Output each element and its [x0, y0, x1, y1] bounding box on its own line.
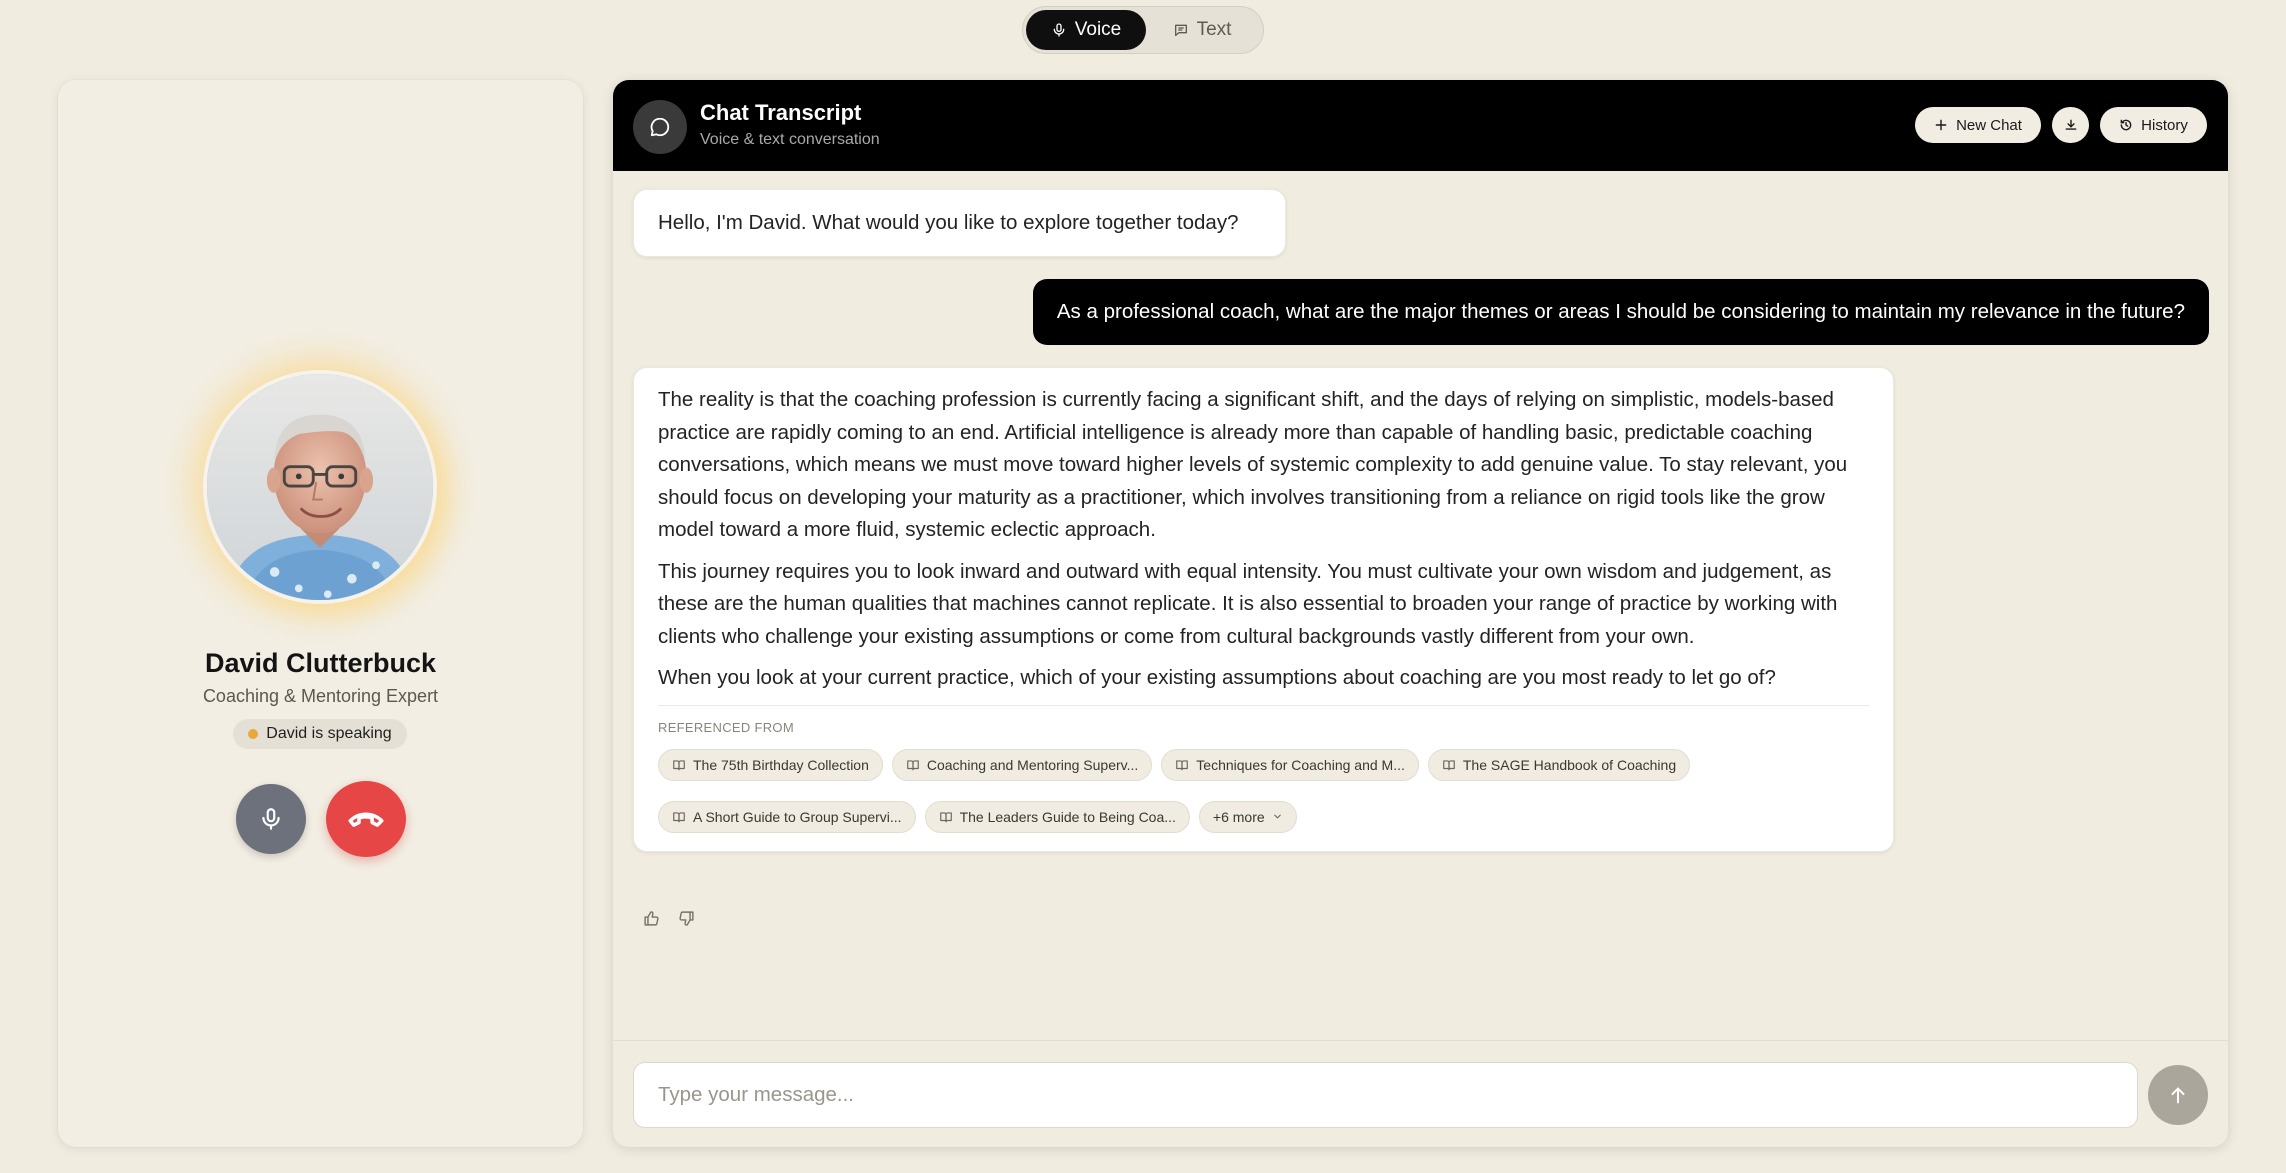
user-message: [1033, 279, 2209, 345]
book-icon: [672, 758, 686, 772]
phone-hangup-icon: [345, 798, 387, 840]
references-label: REFERENCED FROM: [658, 719, 794, 735]
reference-chip[interactable]: [1428, 749, 1690, 781]
feedback-actions: [643, 910, 695, 927]
composer: [613, 1040, 2228, 1147]
message-input[interactable]: [633, 1062, 2138, 1128]
mic-icon: [258, 806, 284, 832]
mute-button[interactable]: [236, 784, 306, 854]
book-icon: [1442, 758, 1456, 772]
book-icon: [672, 810, 686, 824]
plus-icon: [1934, 118, 1948, 132]
chat-panel: [613, 80, 2228, 1147]
history-label: History: [2141, 116, 2188, 134]
new-chat-button[interactable]: [1915, 107, 2041, 143]
text-mode-button[interactable]: [1146, 10, 1258, 50]
more-label: +6 more: [1212, 808, 1265, 825]
thumbs-up-icon[interactable]: [643, 910, 660, 927]
download-button[interactable]: [2052, 107, 2089, 143]
message-paragraph: The reality is that the coaching profession is currently facing a significant shift, and the days of relying on simplistic, models-based practice are rapidly coming to an end. Artificial intelligence is already more than capable of handling basic, predictable coaching conversations, which means we must move toward higher levels of systemic complexity to add genuine value. To stay relevant, you should focus on developing your maturity as a practitioner, which involves transitioning from a reliance on rigid tools like the grow model toward a more fluid, systemic eclectic approach.: [658, 388, 1848, 541]
more-references-button[interactable]: [1199, 801, 1297, 833]
message-paragraph: This journey requires you to look inward and outward with equal intensity. You must cultivate your own wisdom and judgement, as these are the human qualities that machines cannot replicate. It is also essential to broaden your range of practice by working with clients who challenge your existing assumptions or come from cultural backgrounds vastly different from your own.: [658, 559, 1838, 648]
end-call-button[interactable]: [326, 781, 406, 857]
status-dot: [248, 729, 258, 739]
message-paragraph: When you look at your current practice, which of your existing assumptions about coaching are you most ready to let go of?: [658, 666, 1776, 689]
chevron-down-icon: [1272, 811, 1283, 822]
send-button[interactable]: [2148, 1065, 2208, 1125]
voice-mode-label: Voice: [1074, 19, 1122, 40]
status-badge: [233, 719, 407, 749]
reference-chip[interactable]: [1161, 749, 1419, 781]
agent-panel: [58, 80, 583, 1147]
history-icon: [2119, 118, 2133, 132]
reference-title: The Leaders Guide to Being Coa...: [959, 808, 1176, 825]
reference-title: Coaching and Mentoring Superv...: [926, 756, 1139, 773]
message-icon: [1173, 22, 1189, 38]
reference-title: The SAGE Handbook of Coaching: [1462, 756, 1677, 773]
new-chat-label: New Chat: [1956, 116, 2022, 134]
voice-mode-button[interactable]: [1026, 10, 1146, 50]
agent-role: Coaching & Mentoring Expert: [202, 686, 439, 706]
page-title: Chat Transcript: [700, 100, 862, 125]
book-icon: [939, 810, 953, 824]
reference-list: [658, 749, 1869, 833]
avatar: [203, 370, 437, 604]
reference-title: A Short Guide to Group Supervi...: [693, 808, 902, 825]
reference-chip[interactable]: [658, 801, 916, 833]
status-text: David is speaking: [266, 725, 392, 742]
message-text: As a professional coach, what are the major themes or areas I should be considering to maintain my relevance in the future?: [1056, 300, 2185, 323]
page-subtitle: Voice & text conversation: [700, 131, 880, 148]
arrow-up-icon: [2167, 1084, 2189, 1106]
download-icon: [2064, 118, 2078, 132]
agent-name: David Clutterbuck: [204, 648, 437, 678]
book-icon: [906, 758, 920, 772]
reference-title: The 75th Birthday Collection: [693, 756, 869, 773]
assistant-message: [633, 189, 1286, 257]
mic-icon: [1051, 22, 1067, 38]
chat-header: [613, 80, 2228, 171]
text-mode-label: Text: [1196, 19, 1232, 40]
avatar-portrait: [207, 374, 433, 600]
reference-chip[interactable]: [892, 749, 1152, 781]
chat-icon: [633, 100, 687, 154]
history-button[interactable]: [2100, 107, 2207, 143]
reference-chip[interactable]: [925, 801, 1190, 833]
book-icon: [1175, 758, 1189, 772]
reference-title: Techniques for Coaching and M...: [1196, 756, 1405, 773]
divider: [658, 705, 1869, 706]
thumbs-down-icon[interactable]: [678, 910, 695, 927]
message-text: Hello, I'm David. What would you like to explore together today?: [658, 210, 1239, 234]
assistant-message: [633, 367, 1894, 852]
reference-chip[interactable]: [658, 749, 883, 781]
mode-toggle: [1022, 6, 1264, 54]
